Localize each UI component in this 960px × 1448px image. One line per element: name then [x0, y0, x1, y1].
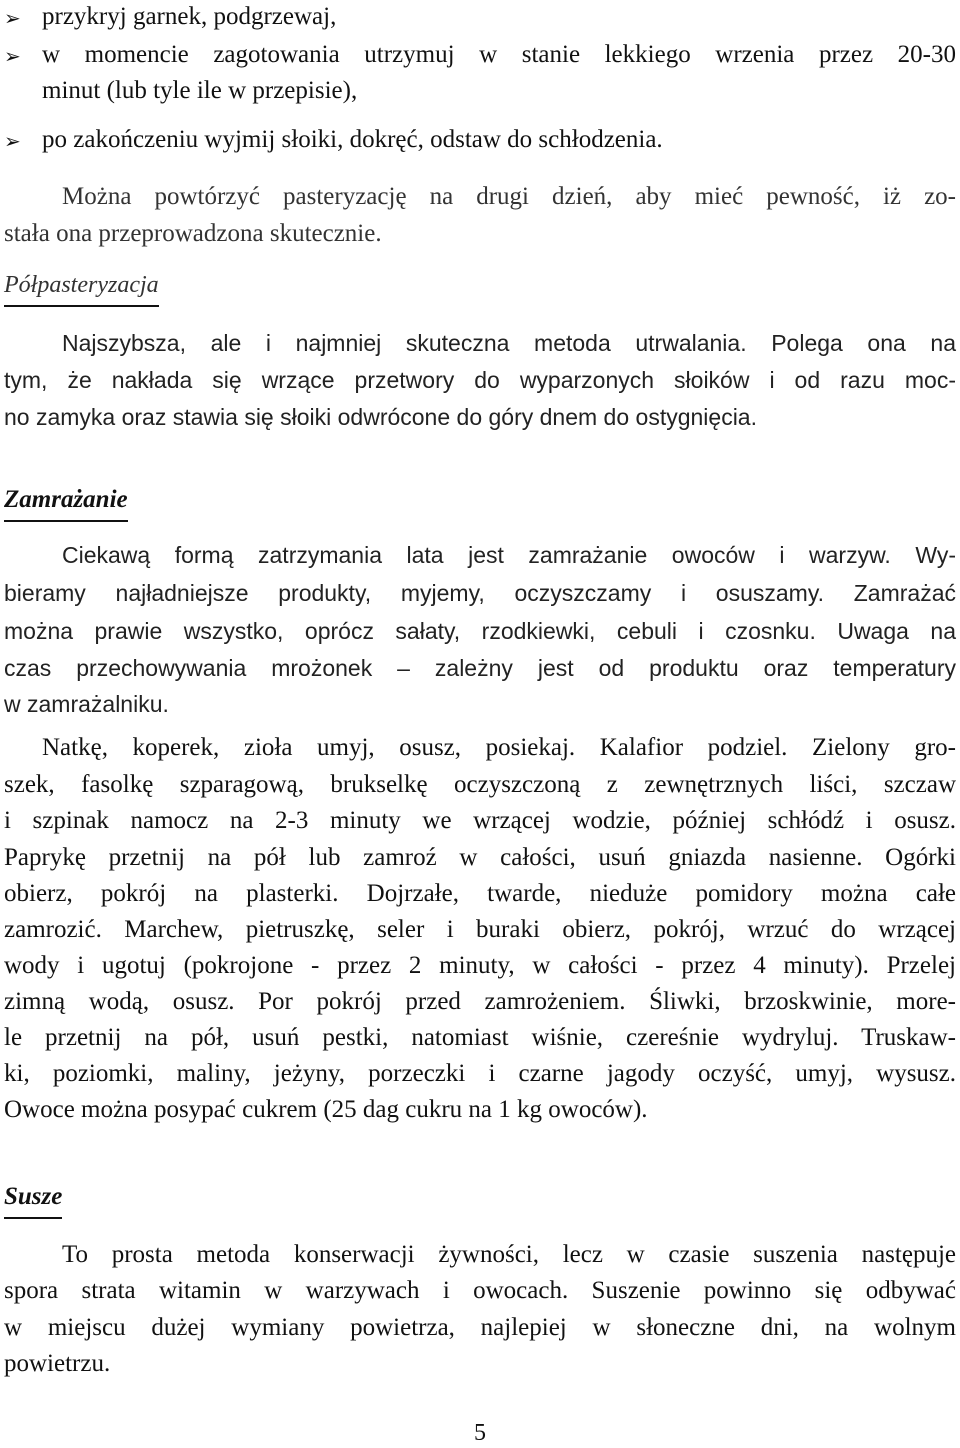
paragraph-line: le przetnij na pół, usuń pestki, natomiast wiśnie, czereśnie wydryluj. Truskaw- [4, 1024, 956, 1051]
paragraph-line: Najszybsza, ale i najmniej skuteczna metoda utrwalania. Polega ona na [62, 330, 956, 356]
paragraph-line: Można powtórzyć pasteryzację na drugi dzień, aby mieć pewność, iż zo- [62, 183, 956, 210]
paragraph-line: bieramy najładniejsze produkty, myjemy, oczyszczamy i osuszamy. Zamrażać [4, 580, 956, 606]
paragraph-line: i szpinak namocz na 2-3 minuty we wrzącej wodzie, później schłódź i osusz. [4, 807, 956, 834]
paragraph-line: To prosta metoda konserwacji żywności, lecz w czasie suszenia następuje [62, 1241, 956, 1268]
paragraph-line: Paprykę przetnij na pół lub zamroź w całości, usuń gniazda nasienne. Ogórki [4, 844, 956, 871]
paragraph-line: można prawie wszystko, oprócz sałaty, rzodkiewki, cebuli i czosnku. Uwaga na [4, 618, 956, 644]
bullet-item: po zakończeniu wyjmij słoiki, dokręć, odstaw do schłodzenia. [42, 126, 663, 153]
paragraph-line: powietrzu. [4, 1350, 111, 1377]
section-heading: Półpasteryzacja [4, 270, 159, 307]
paragraph-line: Owoce można posypać cukrem (25 dag cukru na 1 kg owoców). [4, 1096, 648, 1123]
bullet-item: przykryj garnek, podgrzewaj, [42, 3, 337, 30]
paragraph-line: w miejscu dużej wymiany powietrza, najlepiej w słoneczne dni, na wolnym [4, 1314, 956, 1341]
paragraph-line: spora strata witamin w warzywach i owocach. Suszenie powinno się odbywać [4, 1277, 956, 1304]
paragraph-line: ki, poziomki, maliny, jeżyny, porzeczki i czarne jagody oczyść, umyj, wysusz. [4, 1060, 956, 1087]
paragraph-line: no zamyka oraz stawia się słoiki odwrócone do góry dnem do ostygnięcia. [4, 404, 757, 430]
paragraph-line: zimną wodą, osusz. Por pokrój przed zamrożeniem. Śliwki, brzoskwinie, more- [4, 988, 956, 1015]
paragraph-line: tym, że nakłada się wrzące przetwory do wyparzonych słoików i od razu moc- [4, 367, 956, 393]
page-number: 5 [474, 1420, 486, 1446]
bullet-item-continuation: minut (lub tyle ile w przepisie), [42, 77, 358, 104]
paragraph-line: zamrozić. Marchew, pietruszkę, seler i buraki obierz, pokrój, wrzuć do wrzącej [4, 916, 956, 943]
arrow-bullet-icon: ➢ [4, 129, 21, 153]
arrow-bullet-icon: ➢ [4, 6, 21, 30]
bullet-item: w momencie zagotowania utrzymuj w stanie lekkiego wrzenia przez 20-30 [42, 41, 956, 68]
paragraph-line: Natkę, koperek, zioła umyj, osusz, posiekaj. Kalafior podziel. Zielony gro- [42, 734, 956, 761]
paragraph-line: obierz, pokrój na plasterki. Dojrzałe, twarde, nieduże pomidory można całe [4, 880, 956, 907]
arrow-bullet-icon: ➢ [4, 44, 21, 68]
section-heading: Susze [4, 1182, 62, 1219]
section-heading: Zamrażanie [4, 485, 128, 522]
paragraph-line: czas przechowywania mrożonek – zależny jest od produktu oraz temperatury [4, 655, 956, 681]
paragraph-line: wody i ugotuj (pokrojone - przez 2 minuty, w całości - przez 4 minuty). Przelej [4, 952, 956, 979]
paragraph-line: szek, fasolkę szparagową, brukselkę oczyszczoną z zewnętrznych liści, szczaw [4, 771, 956, 798]
paragraph-line: stała ona przeprowadzona skutecznie. [4, 220, 382, 247]
paragraph-line: Ciekawą formą zatrzymania lata jest zamrażanie owoców i warzyw. Wy- [62, 542, 956, 568]
paragraph-line: w zamrażalniku. [4, 691, 169, 717]
